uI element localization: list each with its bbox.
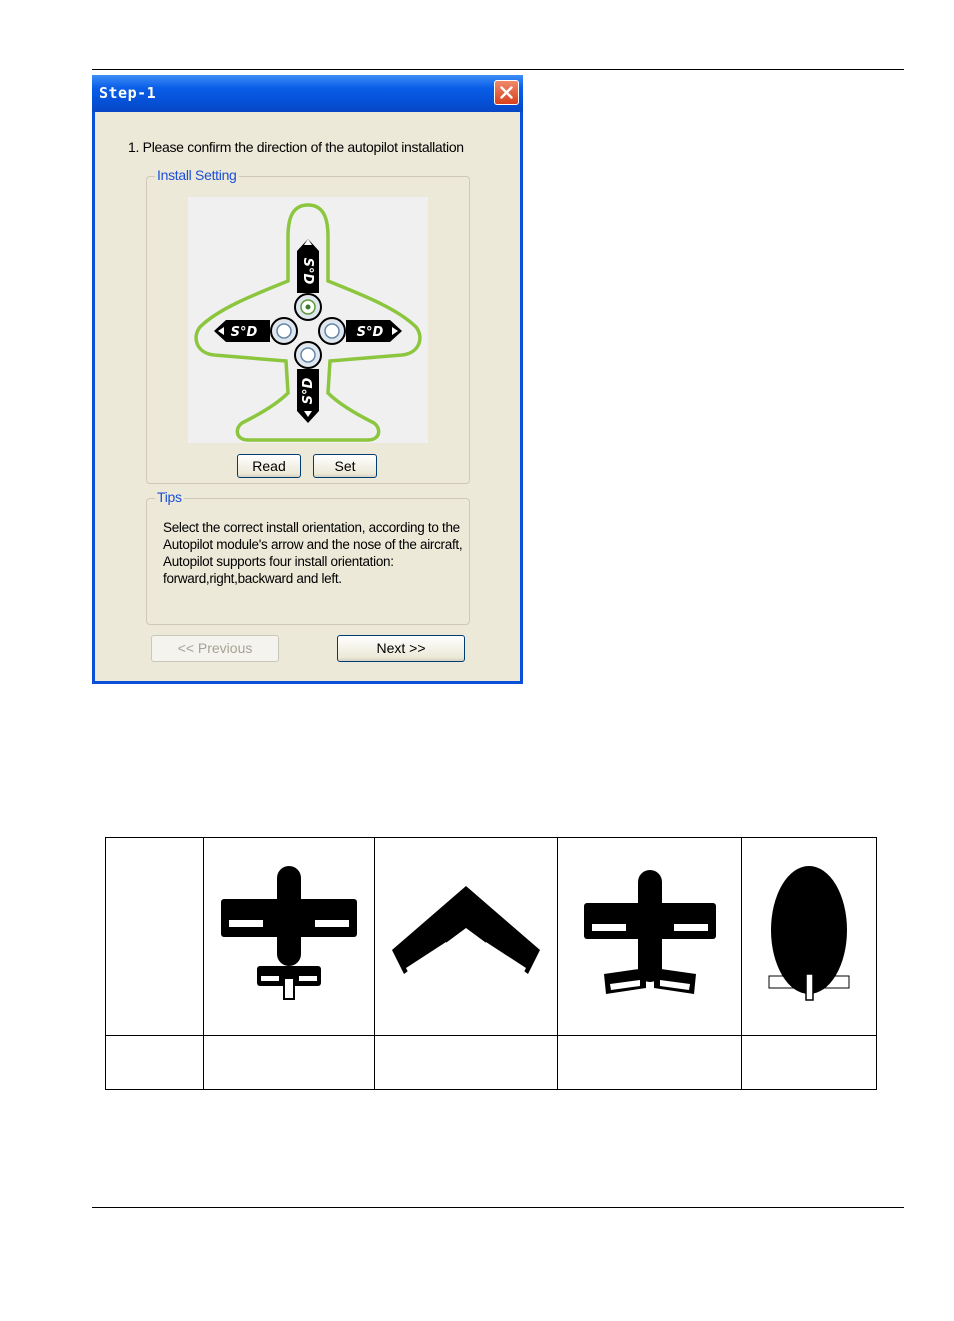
tips-text: Select the correct install orientation, according to the Autopilot module's arrow and the nose of the aircraft, Autopilot supports four install orientation: forward,right,backward and left. xyxy=(163,520,463,586)
step-1-dialog xyxy=(92,75,523,684)
fixed-wing-icon xyxy=(219,866,359,1002)
instruction-text: 1. Please confirm the direction of the autopilot installation xyxy=(128,139,464,155)
bottom-arm-logo: S°D xyxy=(301,377,316,405)
aircraft-type-table xyxy=(105,837,877,1090)
install-setting-group xyxy=(146,167,470,484)
tips-legend: Tips xyxy=(157,489,182,505)
airship-icon xyxy=(767,864,851,1004)
close-button[interactable] xyxy=(494,80,519,105)
table-cell xyxy=(106,838,204,1036)
table-cell xyxy=(558,838,742,1036)
table-row xyxy=(106,1036,877,1090)
install-setting-legend: Install Setting xyxy=(157,167,237,183)
airplane-orientation-icon xyxy=(188,197,428,443)
table-cell xyxy=(375,1036,558,1090)
table-cell xyxy=(204,1036,375,1090)
next-button[interactable]: Next >> xyxy=(337,635,465,662)
table-cell xyxy=(204,838,375,1036)
footer-rule xyxy=(92,1207,904,1208)
table-cell xyxy=(742,838,877,1036)
right-arm-logo: S°D xyxy=(356,325,384,340)
table-row xyxy=(106,838,877,1036)
set-button[interactable]: Set xyxy=(313,454,377,478)
header-rule xyxy=(92,69,904,70)
title-bar[interactable] xyxy=(92,75,523,112)
table-cell xyxy=(742,1036,877,1090)
table-cell xyxy=(558,1036,742,1090)
read-button[interactable]: Read xyxy=(237,454,301,478)
flying-wing-icon xyxy=(388,884,544,984)
table-cell xyxy=(106,1036,204,1090)
left-arm-logo: S°D xyxy=(230,325,258,340)
close-icon xyxy=(500,86,513,99)
table-cell xyxy=(375,838,558,1036)
v-tail-icon xyxy=(580,870,720,998)
install-orientation-preview xyxy=(188,197,428,443)
top-arm-logo: S°D xyxy=(300,257,315,285)
tips-group xyxy=(146,489,470,625)
dialog-title: Step-1 xyxy=(99,84,157,102)
previous-button[interactable]: << Previous xyxy=(151,635,279,662)
